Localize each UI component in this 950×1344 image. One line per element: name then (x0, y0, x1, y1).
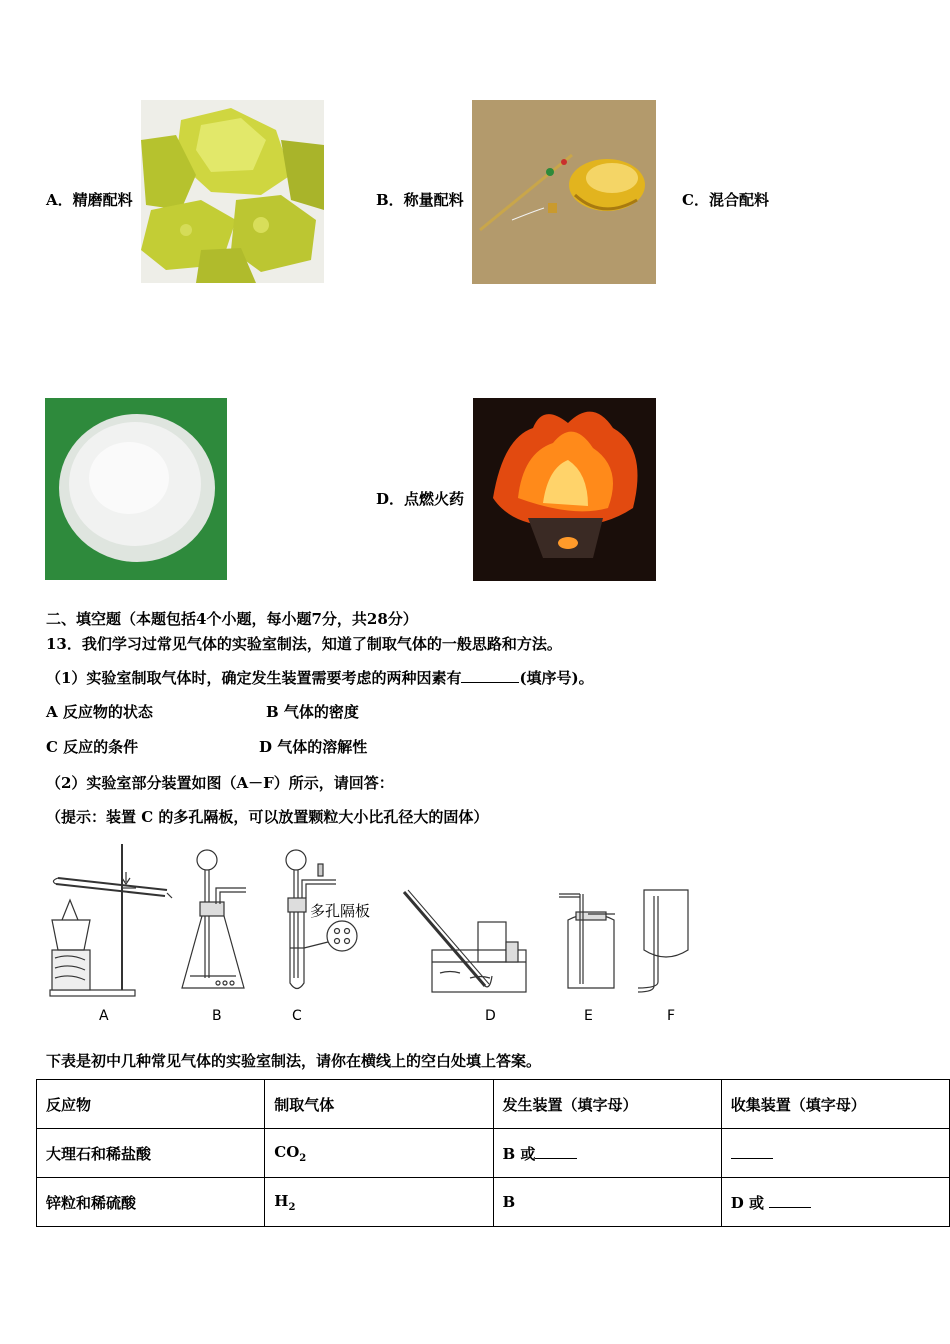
cell-reactant: 大理石和稀盐酸 (37, 1129, 265, 1178)
plate-label: 多孔隔板 (310, 902, 371, 920)
generator-text: B 或 (502, 1144, 536, 1163)
table-intro: 下表是初中几种常见气体的实验室制法，请你在横线上的空白处填上答案。 (46, 1052, 542, 1070)
option-b-label: B．称量配料 (376, 191, 464, 209)
section-heading: 二、填空题（本题包括4个小题，每小题7分，共28分） (46, 610, 418, 628)
option-c-label: C．混合配料 (682, 191, 769, 209)
cell-reactant: 锌粒和稀硫酸 (37, 1178, 265, 1227)
part-1-blank[interactable] (461, 668, 519, 683)
apparatus-f (638, 890, 688, 992)
sulfur-photo (141, 100, 324, 283)
label-b: B (212, 1008, 222, 1024)
gas-subscript: 2 (288, 1201, 296, 1213)
label-e: E (584, 1008, 593, 1024)
part-1-suffix: (填序号)。 (519, 669, 594, 687)
cell-gas (265, 1178, 493, 1227)
option-a-label: A．精磨配料 (46, 191, 133, 209)
apparatus-b (182, 850, 246, 988)
question-13: 13．我们学习过常见气体的实验室制法，知道了制取气体的一般思路和方法。 (46, 635, 562, 653)
gas-formula: H (274, 1191, 289, 1210)
label-c: C (292, 1008, 302, 1024)
apparatus-diagram (40, 838, 700, 1030)
cell-generator: B (493, 1178, 721, 1227)
part-1-prefix: （1）实验室制取气体时，确定发生装置需要考虑的两种因素有 (46, 669, 462, 687)
gas-formula: CO (274, 1142, 300, 1161)
collector-blank[interactable] (731, 1144, 773, 1159)
header-gas: 制取气体 (265, 1080, 493, 1129)
table-row (37, 1129, 950, 1178)
scale-photo (472, 100, 656, 284)
part-2: （2）实验室部分装置如图（A－F）所示，请回答： (46, 774, 394, 792)
fire-photo (473, 398, 656, 581)
gas-table (36, 1079, 950, 1227)
cell-collector (721, 1129, 949, 1178)
part-1 (46, 668, 594, 688)
gas-subscript: 2 (299, 1152, 307, 1164)
apparatus-e (559, 894, 615, 988)
generator-blank[interactable] (535, 1144, 577, 1159)
label-a: A (99, 1008, 109, 1024)
label-f: F (667, 1008, 676, 1024)
header-collector: 收集装置（填字母） (721, 1080, 949, 1129)
table-header-row (37, 1080, 950, 1129)
apparatus-d (404, 890, 526, 992)
cell-generator (493, 1129, 721, 1178)
label-d: D (485, 1008, 496, 1024)
table-row (37, 1178, 950, 1227)
option-d-label: D．点燃火药 (376, 490, 465, 508)
apparatus-a (50, 844, 172, 996)
collector-text: D 或 (730, 1193, 764, 1212)
choice-a: A 反应物的状态 (46, 703, 153, 721)
cell-gas (265, 1129, 493, 1178)
hint: （提示：装置 C 的多孔隔板，可以放置颗粒大小比孔径大的固体） (46, 808, 489, 826)
collector-blank[interactable] (769, 1193, 811, 1208)
header-generator: 发生装置（填字母） (493, 1080, 721, 1129)
choice-b: B 气体的密度 (266, 703, 359, 721)
powder-photo (45, 398, 227, 580)
cell-collector (721, 1178, 949, 1227)
header-reactant: 反应物 (37, 1080, 265, 1129)
choice-c: C 反应的条件 (46, 738, 139, 756)
choice-d: D 气体的溶解性 (259, 738, 368, 756)
